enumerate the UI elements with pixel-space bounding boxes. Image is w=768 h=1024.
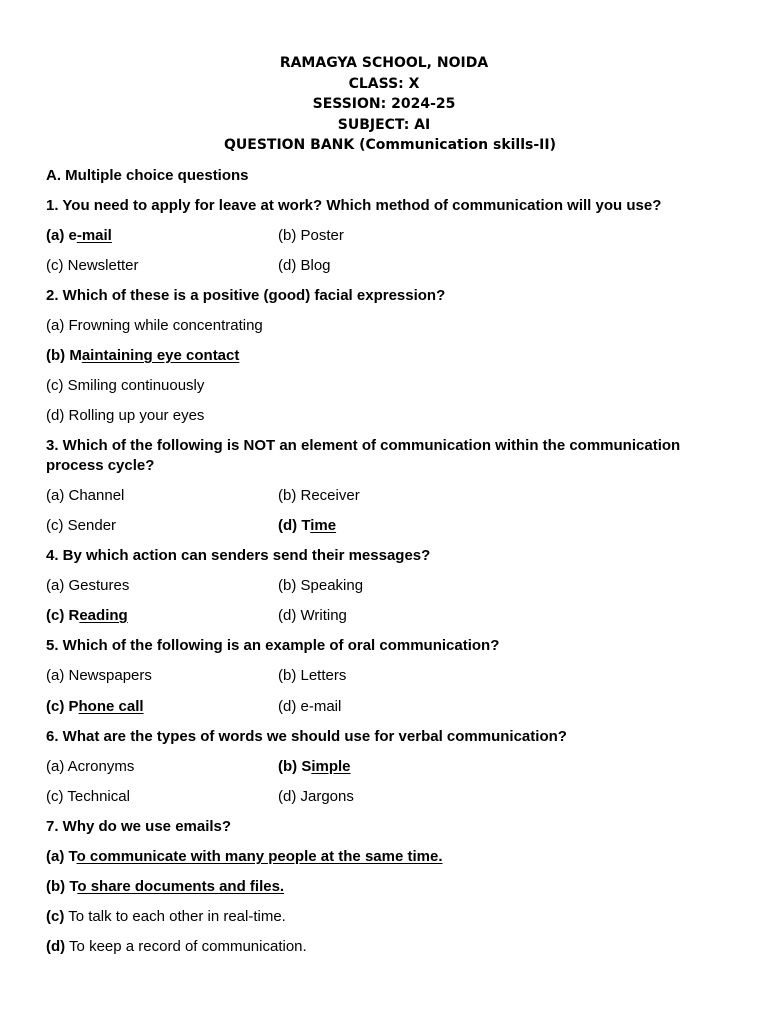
question-7: 7. Why do we use emails?: [46, 818, 232, 835]
school-name: RAMAGYA SCHOOL, NOIDA: [279, 55, 489, 71]
q5-option-c: [46, 697, 144, 717]
q3-option-c: (c) Sender: [46, 517, 117, 534]
question-4: 4. By which action can senders send their messages?: [46, 547, 431, 564]
q7-option-a-prefix: (a) T: [46, 848, 77, 865]
question-3: 3. Which of the following is NOT an element of communication within the communication process cycle?: [46, 437, 681, 474]
q3-option-b: (b) Receiver: [278, 487, 360, 504]
q4-option-c: [46, 606, 128, 626]
q4-option-d: (d) Writing: [278, 607, 347, 624]
q7-option-c-label: (c): [46, 908, 65, 925]
q3-option-d-answer: ime: [310, 517, 337, 534]
q3-option-a: (a) Channel: [46, 487, 125, 504]
section-heading: A. Multiple choice questions: [46, 167, 249, 184]
q1-option-a-prefix: (a) e: [46, 227, 77, 244]
subject-line: SUBJECT: AI: [337, 116, 431, 133]
question-5: 5. Which of the following is an example of oral communication?: [46, 637, 500, 654]
q4-option-b: (b) Speaking: [278, 577, 364, 594]
q3-option-d: [278, 516, 336, 536]
q3-option-d-prefix: (d) T: [278, 517, 311, 534]
q2-option-b: [46, 346, 239, 366]
document-header: [0, 53, 768, 156]
q7-option-a: [46, 847, 443, 867]
question-2: 2. Which of these is a positive (good) facial expression?: [46, 287, 446, 304]
q2-option-c: (c) Smiling continuously: [46, 377, 205, 394]
q1-option-a: [46, 226, 112, 246]
question-bank-title: QUESTION BANK (Communication skills-II): [223, 137, 556, 153]
q1-option-a-answer: -mail: [76, 227, 112, 244]
q2-option-a: (a) Frowning while concentrating: [46, 317, 263, 334]
session-line: SESSION: 2024-25: [312, 96, 456, 112]
question-6: 6. What are the types of words we should use for verbal communication?: [46, 728, 567, 745]
q5-option-c-prefix: (c) P: [46, 698, 79, 715]
q6-option-b-answer: imple: [311, 758, 351, 775]
q4-option-a: (a) Gestures: [46, 577, 130, 594]
q4-option-c-prefix: (c) R: [46, 607, 80, 624]
q7-option-b-prefix: (b) T: [46, 878, 78, 895]
class-line: CLASS: X: [348, 75, 420, 92]
q6-option-a: (a) Acronyms: [46, 758, 135, 775]
q7-option-d-label: (d): [46, 938, 66, 955]
q5-option-c-answer: hone call: [78, 698, 144, 715]
q7-option-b: [46, 877, 284, 897]
q5-option-b: (b) Letters: [278, 667, 347, 684]
q7-option-c-text: To talk to each other in real-time.: [64, 908, 286, 925]
q2-option-d: (d) Rolling up your eyes: [46, 407, 205, 424]
q5-option-d: (d) e-mail: [278, 698, 342, 715]
q4-option-c-answer: eading: [79, 607, 128, 624]
q5-option-a: (a) Newspapers: [46, 667, 152, 684]
q6-option-b: [278, 757, 351, 777]
q6-option-c: (c) Technical: [46, 788, 130, 805]
question-1: 1. You need to apply for leave at work? Which method of communication will you use?: [46, 197, 662, 214]
q2-option-b-answer: aintaining eye contact: [81, 347, 240, 364]
q7-option-d: [46, 937, 307, 957]
q6-option-b-prefix: (b) S: [278, 758, 312, 775]
q7-option-b-answer: o share documents and files.: [77, 878, 285, 895]
q6-option-d: (d) Jargons: [278, 788, 354, 805]
q1-option-c: (c) Newsletter: [46, 257, 139, 274]
q1-option-d: (d) Blog: [278, 257, 331, 274]
q7-option-c: [46, 907, 286, 927]
q1-option-b: (b) Poster: [278, 227, 344, 244]
q2-option-b-prefix: (b) M: [46, 347, 82, 364]
q7-option-d-text: To keep a record of communication.: [65, 938, 307, 955]
q7-option-a-answer: o communicate with many people at the same time.: [76, 848, 443, 865]
